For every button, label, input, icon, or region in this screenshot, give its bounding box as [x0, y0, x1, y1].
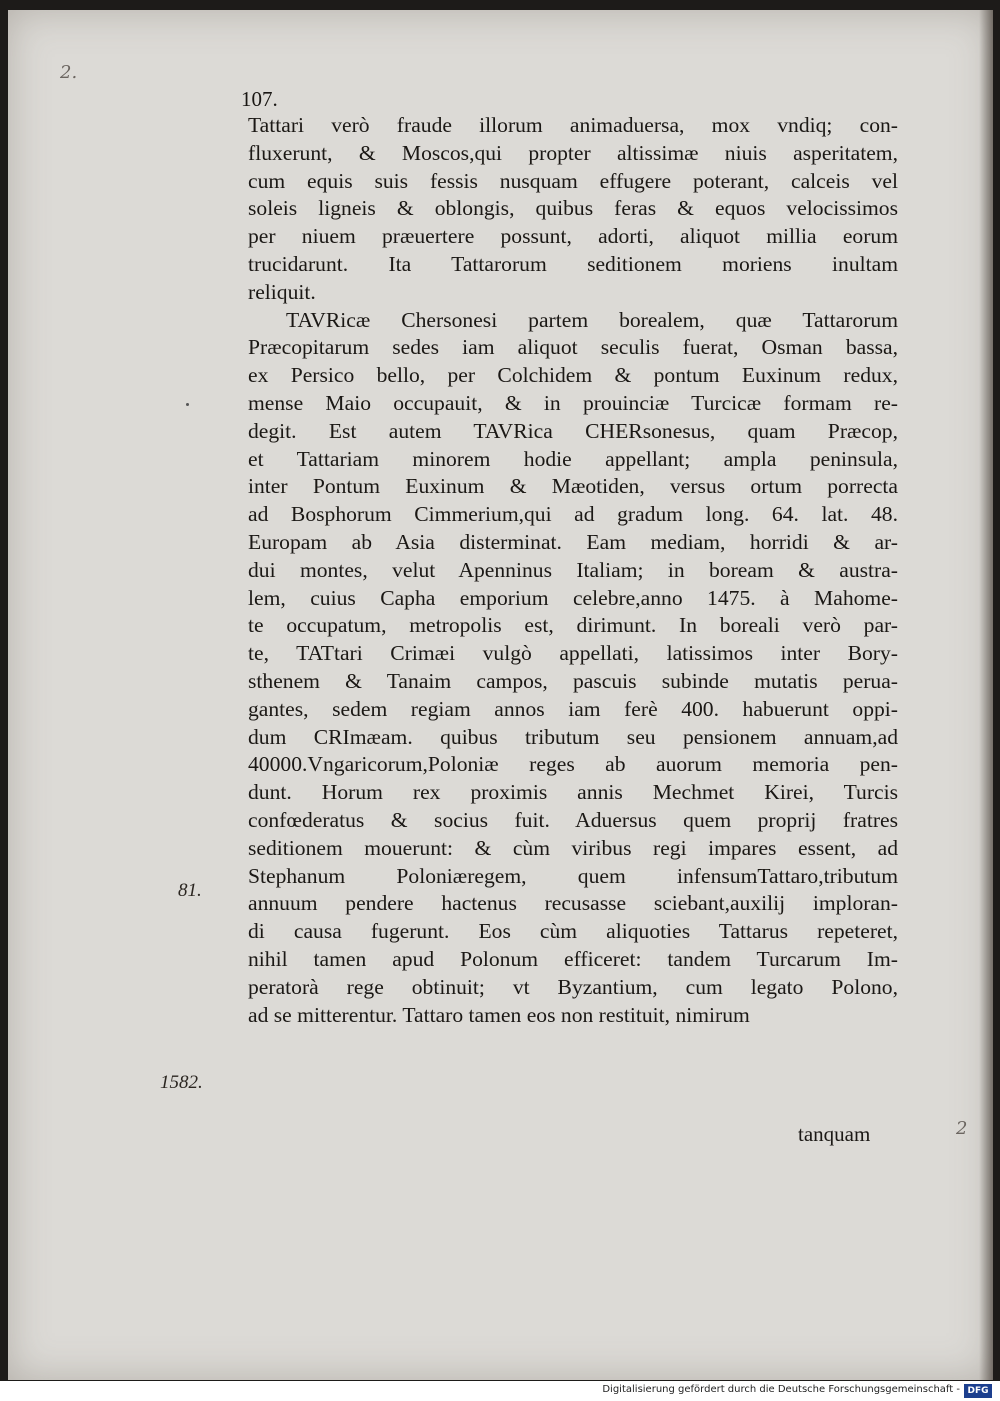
text-line: dui montes, velut Apenninus Italiam; in boream & austra- [248, 557, 898, 582]
text-line: TAVRicæ Chersonesi partem borealem, quæ Tattarorum [286, 307, 898, 332]
text-line: reliquit. [248, 279, 316, 304]
text-line: te, TATtari Crimæi vulgò appellati, latissimos inter Bory- [248, 641, 898, 666]
text-line: Stephanum Poloniæregem, quem infensumTattaro,tributum [248, 863, 898, 888]
text-line: lem, cuius Capha emporium celebre,anno 1475. à Mahome- [248, 585, 898, 610]
text-line: sthenem & Tanaim campos, pascuis subinde mutatis perua- [248, 668, 898, 693]
text-line: mense Maio occupauit, & in prouinciæ Turcicæ formam re- [248, 390, 898, 415]
ink-speck [186, 403, 189, 406]
margin-note-1582: 1582. [160, 1072, 203, 1093]
text-line: degit. Est autem TAVRica CHERsonesus, quam Præcop, [248, 418, 898, 443]
text-line: dunt. Horum rex proximis annis Mechmet Kirei, Turcis [248, 780, 898, 805]
text-line: inter Pontum Euxinum & Mæotiden, versus ortum porrecta [248, 474, 898, 499]
page-number: 107. [241, 87, 278, 111]
page-edge-shadow [979, 10, 993, 1380]
footer-bar [0, 1381, 1000, 1401]
text-line: ad Bosphorum Cimmerium,qui ad gradum long. 64. lat. 48. [248, 502, 898, 527]
body-text [248, 112, 898, 1029]
text-line: trucidarunt. Ita Tattarorum seditionem moriens inultam [248, 251, 898, 276]
text-line: te occupatum, metropolis est, dirimunt. In boreali verò par- [248, 613, 898, 638]
text-line: ad se mitterentur. Tattaro tamen eos non restituit, nimirum [248, 1002, 750, 1027]
corner-mark-right: 2 [956, 1118, 968, 1139]
catchword: tanquam [798, 1122, 871, 1146]
text-line: nihil tamen apud Polonum efficeret: tandem Turcarum Im- [248, 946, 898, 971]
text-line: fluxerunt, & Moscos,qui propter altissimæ niuis asperitatem, [248, 140, 898, 165]
text-line: di causa fugerunt. Eos cùm aliquoties Tattarus repeteret, [248, 919, 898, 944]
text-line: soleis ligneis & oblongis, quibus feras & equos velocissimos [248, 196, 898, 221]
text-line: 40000.Vngaricorum,Poloniæ reges ab auorum memoria pen- [248, 752, 898, 777]
text-line: Europam ab Asia disterminat. Eam mediam, horridi & ar- [248, 529, 898, 554]
text-line: Tattari verò fraude illorum animaduersa, mox vndiq; con- [248, 113, 898, 137]
text-line: gantes, sedem regiam annos iam ferè 400. habuerunt oppi- [248, 696, 898, 721]
corner-mark-top-left: 2. [60, 62, 78, 83]
text-line: confœderatus & socius fuit. Aduersus quem proprij fratres [248, 807, 898, 832]
margin-note-81: 81. [178, 880, 202, 901]
text-line: dum CRImæam. quibus tributum seu pensionem annuam,ad [248, 724, 898, 749]
text-line: seditionem mouerunt: & cùm viribus regi impares essent, ad [248, 835, 898, 860]
dfg-logo: DFG [964, 1384, 992, 1398]
text-line: et Tattariam minorem hodie appellant; ampla peninsula, [248, 446, 898, 471]
footer-credit: Digitalisierung gefördert durch die Deutsche Forschungsgemeinschaft - [602, 1384, 960, 1395]
text-line: per niuem præuertere possunt, adorti, aliquot millia eorum [248, 224, 898, 249]
book-page [8, 10, 993, 1380]
text-line: ex Persico bello, per Colchidem & pontum Euxinum redux, [248, 363, 898, 388]
text-line: cum equis suis fessis nusquam effugere poterant, calceis vel [248, 168, 898, 193]
text-line: peratorà rege obtinuit; vt Byzantium, cum legato Polono, [248, 974, 898, 999]
text-line: annuum pendere hactenus recusasse sciebant,auxilij imploran- [248, 891, 898, 916]
text-line: Præcopitarum sedes iam aliquot seculis fuerat, Osman bassa, [248, 335, 898, 360]
